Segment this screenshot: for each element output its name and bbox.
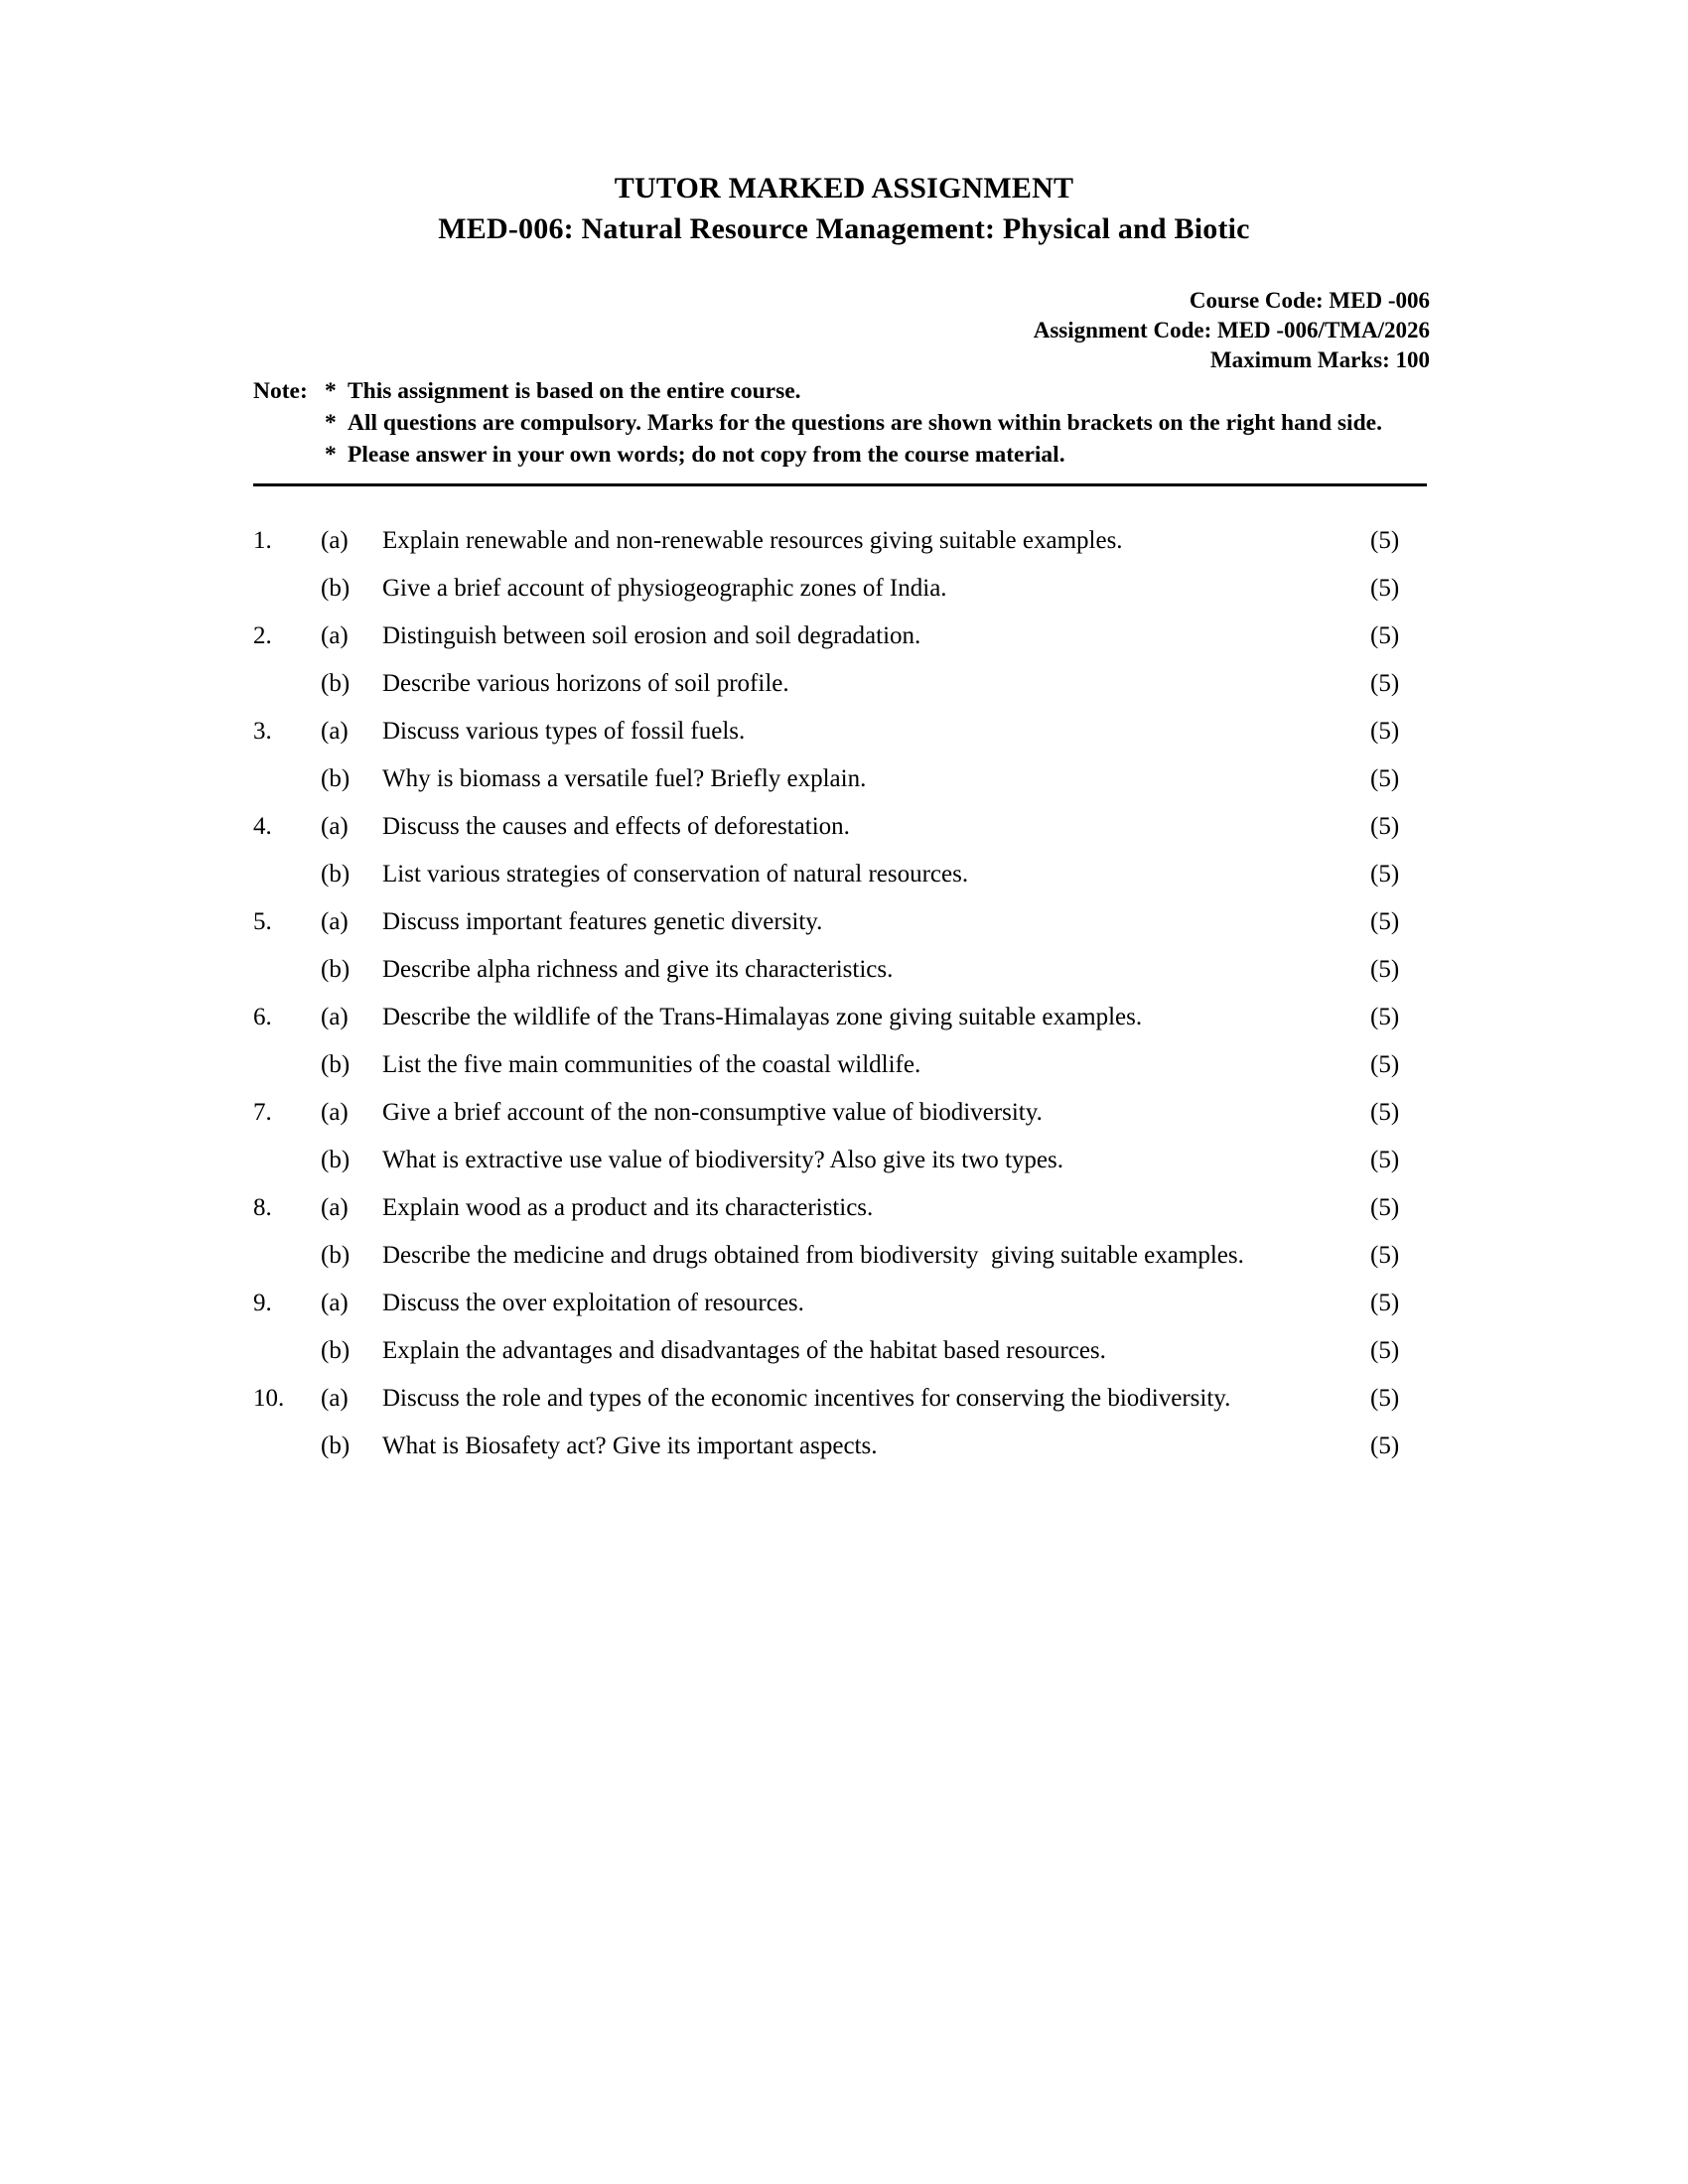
question-part-label: (b) — [321, 575, 351, 602]
question-part-label: (b) — [321, 1242, 351, 1269]
question-part-label: (b) — [321, 765, 351, 792]
question-marks: (5) — [1370, 1194, 1400, 1221]
course-meta-block — [635, 286, 1430, 375]
question-number: 7. — [253, 1099, 272, 1126]
header-divider — [253, 483, 1427, 486]
question-part-label: (a) — [321, 1004, 349, 1030]
question-number: 5. — [253, 908, 272, 935]
note-row — [253, 407, 1430, 439]
question-text: Describe the wildlife of the Trans-Himalayas zone giving suitable examples. — [382, 1004, 1143, 1030]
question-row — [253, 1191, 1430, 1225]
question-row — [253, 953, 1430, 987]
course-title: MED-006: Natural Resource Management: Physical and Biotic — [438, 212, 1250, 245]
question-marks: (5) — [1370, 1385, 1400, 1412]
bullet-star-icon: * — [325, 442, 337, 468]
note-label: Note: — [253, 378, 308, 404]
question-row — [253, 1382, 1430, 1416]
question-text: Discuss various types of fossil fuels. — [382, 718, 746, 745]
note-item-1: This assignment is based on the entire course. — [348, 378, 801, 404]
question-part-label: (b) — [321, 670, 351, 697]
question-marks: (5) — [1370, 1433, 1400, 1459]
question-number: 1. — [253, 527, 272, 554]
question-number: 8. — [253, 1194, 272, 1221]
question-row — [253, 1430, 1430, 1463]
assignment-title: TUTOR MARKED ASSIGNMENT — [614, 172, 1074, 205]
note-item-3: Please answer in your own words; do not copy from the course material. — [348, 442, 1065, 468]
question-row — [253, 858, 1430, 891]
question-marks: (5) — [1370, 765, 1400, 792]
question-text: Describe alpha richness and give its characteristics. — [382, 956, 894, 983]
note-item-2: All questions are compulsory. Marks for the questions are shown within brackets on the right hand side. — [348, 410, 1382, 436]
question-marks: (5) — [1370, 813, 1400, 840]
page-title — [258, 169, 1430, 250]
question-number: 10. — [253, 1385, 285, 1412]
question-part-label: (a) — [321, 1290, 349, 1316]
question-marks: (5) — [1370, 1337, 1400, 1364]
question-marks: (5) — [1370, 718, 1400, 745]
question-part-label: (a) — [321, 622, 349, 649]
question-row — [253, 1001, 1430, 1034]
question-part-label: (a) — [321, 527, 349, 554]
note-row — [253, 439, 1430, 471]
bullet-star-icon: * — [325, 378, 337, 404]
question-marks: (5) — [1370, 575, 1400, 602]
question-marks: (5) — [1370, 861, 1400, 887]
question-number: 4. — [253, 813, 272, 840]
question-number: 9. — [253, 1290, 272, 1316]
question-row — [253, 810, 1430, 844]
question-text: Why is biomass a versatile fuel? Briefly explain. — [382, 765, 867, 792]
question-text: Give a brief account of the non-consumptive value of biodiversity. — [382, 1099, 1043, 1126]
course-code: Course Code: MED -006 — [1189, 288, 1430, 313]
question-text: Discuss the causes and effects of deforestation. — [382, 813, 850, 840]
question-number: 3. — [253, 718, 272, 745]
question-text: List the five main communities of the coastal wildlife. — [382, 1051, 921, 1078]
question-text: Describe the medicine and drugs obtained from biodiversity giving suitable examples. — [382, 1242, 1244, 1269]
question-text: Distinguish between soil erosion and soil degradation. — [382, 622, 921, 649]
question-row — [253, 1334, 1430, 1368]
note-block — [253, 375, 1430, 471]
question-row — [253, 1239, 1430, 1273]
question-part-label: (a) — [321, 1385, 349, 1412]
question-marks: (5) — [1370, 670, 1400, 697]
question-marks: (5) — [1370, 1290, 1400, 1316]
question-text: Give a brief account of physiogeographic zones of India. — [382, 575, 947, 602]
question-marks: (5) — [1370, 622, 1400, 649]
question-row — [253, 1048, 1430, 1082]
question-row — [253, 1287, 1430, 1320]
question-marks: (5) — [1370, 956, 1400, 983]
question-marks: (5) — [1370, 1242, 1400, 1269]
note-row — [253, 375, 1430, 407]
question-marks: (5) — [1370, 1147, 1400, 1173]
question-text: What is extractive use value of biodiversity? Also give its two types. — [382, 1147, 1063, 1173]
question-row — [253, 524, 1430, 558]
question-marks: (5) — [1370, 1051, 1400, 1078]
question-marks: (5) — [1370, 1004, 1400, 1030]
question-row — [253, 715, 1430, 749]
question-row — [253, 619, 1430, 653]
question-part-label: (a) — [321, 1099, 349, 1126]
question-row — [253, 762, 1430, 796]
assignment-code: Assignment Code: MED -006/TMA/2026 — [1033, 318, 1430, 342]
question-text: What is Biosafety act? Give its important aspects. — [382, 1433, 878, 1459]
question-part-label: (b) — [321, 1051, 351, 1078]
question-text: Describe various horizons of soil profile. — [382, 670, 789, 697]
question-row — [253, 1096, 1430, 1130]
question-row — [253, 1144, 1430, 1177]
question-text: List various strategies of conservation of natural resources. — [382, 861, 969, 887]
question-part-label: (a) — [321, 1194, 349, 1221]
question-text: Discuss the over exploitation of resources. — [382, 1290, 804, 1316]
question-number: 2. — [253, 622, 272, 649]
question-list — [253, 524, 1430, 1477]
question-row — [253, 905, 1430, 939]
question-marks: (5) — [1370, 908, 1400, 935]
bullet-star-icon: * — [325, 410, 337, 436]
question-part-label: (b) — [321, 861, 351, 887]
question-text: Explain the advantages and disadvantages of the habitat based resources. — [382, 1337, 1106, 1364]
question-text: Discuss important features genetic diversity. — [382, 908, 823, 935]
question-part-label: (b) — [321, 1147, 351, 1173]
question-part-label: (b) — [321, 1433, 351, 1459]
question-part-label: (a) — [321, 718, 349, 745]
question-part-label: (a) — [321, 908, 349, 935]
question-row — [253, 572, 1430, 606]
question-text: Explain renewable and non-renewable resources giving suitable examples. — [382, 527, 1123, 554]
question-marks: (5) — [1370, 1099, 1400, 1126]
question-part-label: (b) — [321, 1337, 351, 1364]
question-text: Explain wood as a product and its characteristics. — [382, 1194, 874, 1221]
question-marks: (5) — [1370, 527, 1400, 554]
question-row — [253, 667, 1430, 701]
question-text: Discuss the role and types of the economic incentives for conserving the biodiversity. — [382, 1385, 1231, 1412]
question-part-label: (a) — [321, 813, 349, 840]
question-number: 6. — [253, 1004, 272, 1030]
question-part-label: (b) — [321, 956, 351, 983]
maximum-marks: Maximum Marks: 100 — [1209, 347, 1430, 372]
